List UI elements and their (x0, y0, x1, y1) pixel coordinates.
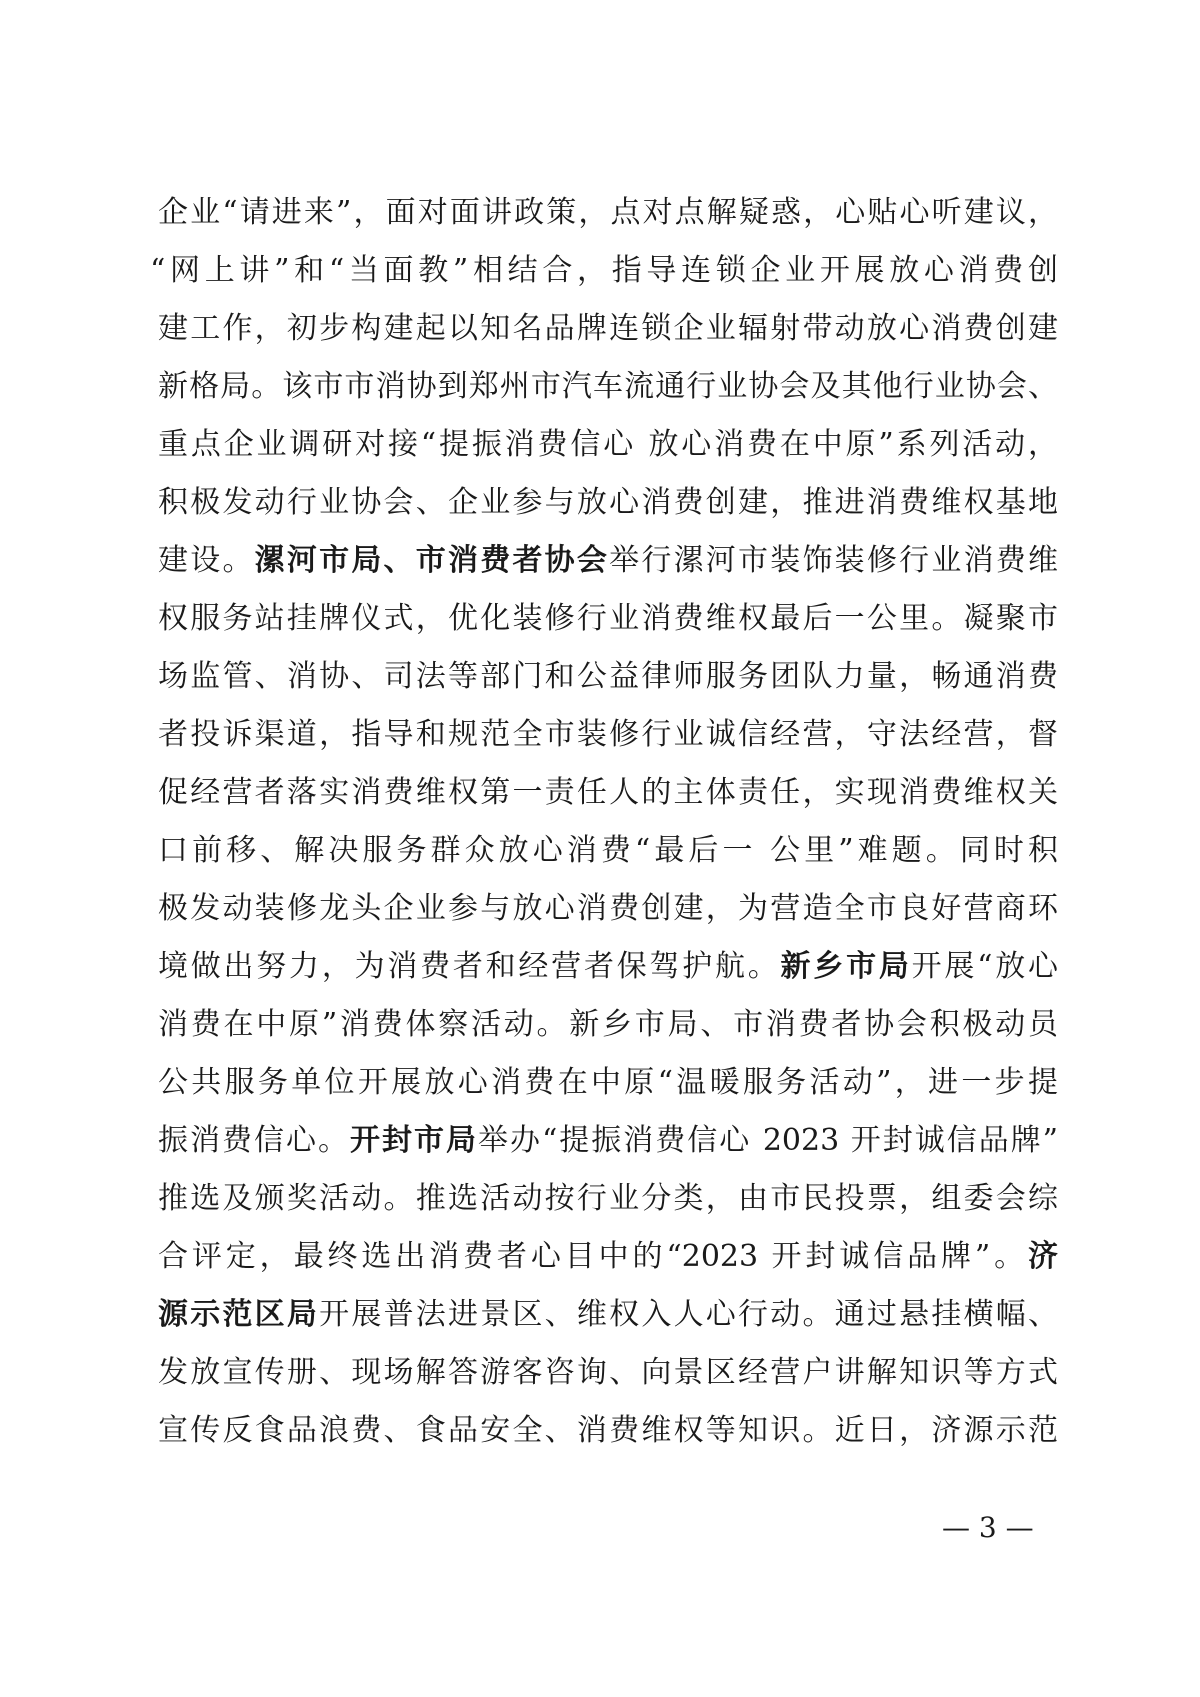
text-segment: 发放宣传册、现场解答游客咨询、向景区经营户讲解知识等方式 (158, 1355, 1058, 1390)
text-segment: 新格局。该市市消协到郑州市汽车流通行业协会及其他行业协会、 (158, 369, 1058, 404)
bold-organization-name: 开封市局 (349, 1123, 478, 1158)
text-line (158, 822, 1058, 880)
text-segment: 口前移、解决服务群众放心消费“最后一 公里”难题。同时积 (158, 833, 1058, 868)
text-line (158, 590, 1058, 648)
text-segment: 境做出努力，为消费者和经营者保驾护航。 (158, 949, 781, 984)
text-line (158, 1344, 1058, 1402)
text-line (158, 1054, 1058, 1112)
text-line (158, 1402, 1058, 1460)
text-segment: 消费在中原”消费体察活动。新乡市局、市消费者协会积极动员 (158, 1007, 1058, 1042)
text-segment: 企业“请进来”，面对面讲政策，点对点解疑惑，心贴心听建议， (158, 195, 1058, 230)
text-segment: 举办“提振消费信心 2023 开封诚信品牌” (477, 1123, 1059, 1158)
text-line (158, 1170, 1058, 1228)
text-segment: 极发动装修龙头企业参与放心消费创建，为营造全市良好营商环 (158, 891, 1058, 926)
text-segment: 重点企业调研对接“提振消费信心 放心消费在中原”系列活动， (158, 427, 1058, 462)
text-line (158, 300, 1058, 358)
bold-organization-name: 源示范区局 (158, 1297, 320, 1332)
text-segment: 建设。 (158, 543, 255, 578)
text-segment: 积极发动行业协会、企业参与放心消费创建，推进消费维权基地 (158, 485, 1058, 520)
text-segment: 权服务站挂牌仪式，优化装修行业消费维权最后一公里。凝聚市 (158, 601, 1058, 636)
text-line (158, 938, 1058, 996)
text-segment: 者投诉渠道，指导和规范全市装修行业诚信经营，守法经营，督 (158, 717, 1058, 752)
text-line (158, 358, 1058, 416)
text-segment: 合评定，最终选出消费者心目中的“2023 开封诚信品牌”。 (158, 1239, 1028, 1274)
text-segment: 推选及颁奖活动。推选活动按行业分类，由市民投票，组委会综 (158, 1181, 1058, 1216)
text-segment: 促经营者落实消费维权第一责任人的主体责任，实现消费维权关 (158, 775, 1058, 810)
text-line (158, 1112, 1058, 1170)
text-line (150, 242, 1058, 300)
text-line (158, 1228, 1058, 1286)
text-segment: 振消费信心。 (158, 1123, 350, 1158)
text-segment: 开展“放心 (911, 949, 1059, 984)
text-line (158, 648, 1058, 706)
bold-organization-name: 漯河市局、市消费者协会 (254, 543, 610, 578)
bold-organization-name: 济 (1028, 1239, 1058, 1274)
body-paragraph (150, 184, 1059, 1460)
text-line (158, 996, 1058, 1054)
text-line (158, 184, 1058, 242)
text-line (158, 474, 1058, 532)
text-line (158, 764, 1058, 822)
page-number: — 3 — (942, 1511, 1034, 1544)
text-segment: 场监管、消协、司法等部门和公益律师服务团队力量，畅通消费 (158, 659, 1058, 694)
text-line (158, 416, 1058, 474)
text-line (158, 532, 1058, 590)
text-line (158, 880, 1058, 938)
text-segment: “网上讲”和“当面教”相结合，指导连锁企业开展放心消费创 (150, 253, 1058, 288)
bold-organization-name: 新乡市局 (780, 949, 912, 984)
text-segment: 开展普法进景区、维权入人心行动。通过悬挂横幅、 (319, 1297, 1059, 1332)
text-segment: 举行漯河市装饰装修行业消费维 (609, 543, 1059, 578)
text-line (158, 1286, 1058, 1344)
text-segment: 建工作，初步构建起以知名品牌连锁企业辐射带动放心消费创建 (158, 311, 1058, 346)
text-segment: 公共服务单位开展放心消费在中原“温暖服务活动”，进一步提 (158, 1065, 1058, 1100)
text-segment: 宣传反食品浪费、食品安全、消费维权等知识。近日，济源示范 (158, 1413, 1058, 1448)
text-line (158, 706, 1058, 764)
